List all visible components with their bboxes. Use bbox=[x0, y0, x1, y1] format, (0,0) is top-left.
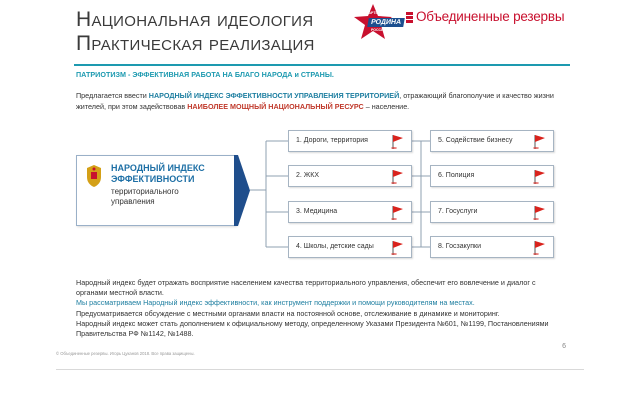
chevron-right-icon bbox=[234, 155, 250, 226]
page-number: 6 bbox=[562, 343, 566, 350]
tagline: ПАТРИОТИЗМ - ЭФФЕКТИВНАЯ РАБОТА НА БЛАГО НАРОДА и СТРАНЫ. bbox=[76, 70, 334, 79]
bottom-paragraph-3: Предусматривается обсуждение с местными органами власти на постоянной основе, отслеживание в динамике и мониторинг. bbox=[76, 308, 500, 318]
intro-text-1: Предлагается ввести bbox=[76, 91, 149, 100]
flag-icon bbox=[391, 169, 405, 184]
flag-icon bbox=[391, 240, 405, 255]
index-subtitle: территориального управления bbox=[111, 187, 179, 206]
intro-highlight-resource: НАИБОЛЕЕ МОЩНЫЙ НАЦИОНАЛЬНЫЙ РЕСУРС bbox=[187, 101, 364, 111]
index-title: НАРОДНЫЙ ИНДЕКС ЭФФЕКТИВНОСТИ bbox=[111, 163, 205, 184]
bottom-paragraph-2: Мы рассматриваем Народный индекс эффективности, как инструмент поддержки и помощи руководителям на местах. bbox=[76, 298, 475, 308]
title-line-1: Национальная идеология bbox=[76, 8, 314, 31]
bottom-text bbox=[76, 278, 566, 339]
item-procurement: 8. Госзакупки bbox=[430, 236, 554, 258]
item-police: 6. Полиция bbox=[430, 165, 554, 187]
item-medicine: 3. Медицина bbox=[288, 201, 412, 223]
bottom-paragraph-1: Народный индекс будет отражать восприятие населением качества территориального управления, обеспечит его вовлечение и диалог с органами местной власти. bbox=[76, 278, 536, 298]
people-index-box bbox=[76, 155, 236, 226]
flag-icon bbox=[533, 169, 547, 184]
menu-bars-icon bbox=[406, 12, 413, 23]
intro-text-3: – население. bbox=[363, 101, 410, 111]
title-divider bbox=[74, 64, 570, 66]
intro-text-2: , отражающий благополучие и качество жизни жителей, при этом задействовав bbox=[76, 91, 554, 111]
bottom-paragraph-4: Народный индекс может стать дополнением к официальному методу, определенному Указами Президента №601, №1199, Постановлениями Правительства РФ №1142, №1488. bbox=[76, 318, 549, 339]
coat-of-arms-icon bbox=[85, 165, 103, 187]
flag-icon bbox=[533, 205, 547, 220]
item-schools: 4. Школы, детские сады bbox=[288, 236, 412, 258]
item-business: 5. Содействие бизнесу bbox=[430, 130, 554, 152]
intro-highlight-index: НАРОДНЫЙ ИНДЕКС ЭФФЕКТИВНОСТИ УПРАВЛЕНИЯ ТЕРРИТОРИЕЙ bbox=[148, 91, 400, 100]
copyright: © Объединенные резервы. Игорь Цуканов 2018. Все права защищены. bbox=[56, 351, 195, 356]
flag-icon bbox=[533, 134, 547, 149]
slide bbox=[56, 0, 584, 370]
logo-star-top-text: ПАРТИЯ bbox=[366, 11, 381, 15]
flag-icon bbox=[391, 205, 405, 220]
logo-star-bottom-text: РОССИЯ bbox=[371, 28, 387, 32]
flag-icon bbox=[391, 134, 405, 149]
intro-paragraph bbox=[76, 91, 566, 112]
item-roads: 1. Дороги, территория bbox=[288, 130, 412, 152]
logo-star-word: РОДИНА bbox=[367, 18, 405, 27]
item-public-services: 7. Госуслуги bbox=[430, 201, 554, 223]
item-housing: 2. ЖКХ bbox=[288, 165, 412, 187]
flag-icon bbox=[533, 240, 547, 255]
title-line-2: Практическая реализация bbox=[76, 32, 315, 55]
brand-logo bbox=[352, 4, 582, 38]
logo-text: Объединенные резервы bbox=[416, 9, 565, 24]
slide-title bbox=[76, 8, 376, 56]
